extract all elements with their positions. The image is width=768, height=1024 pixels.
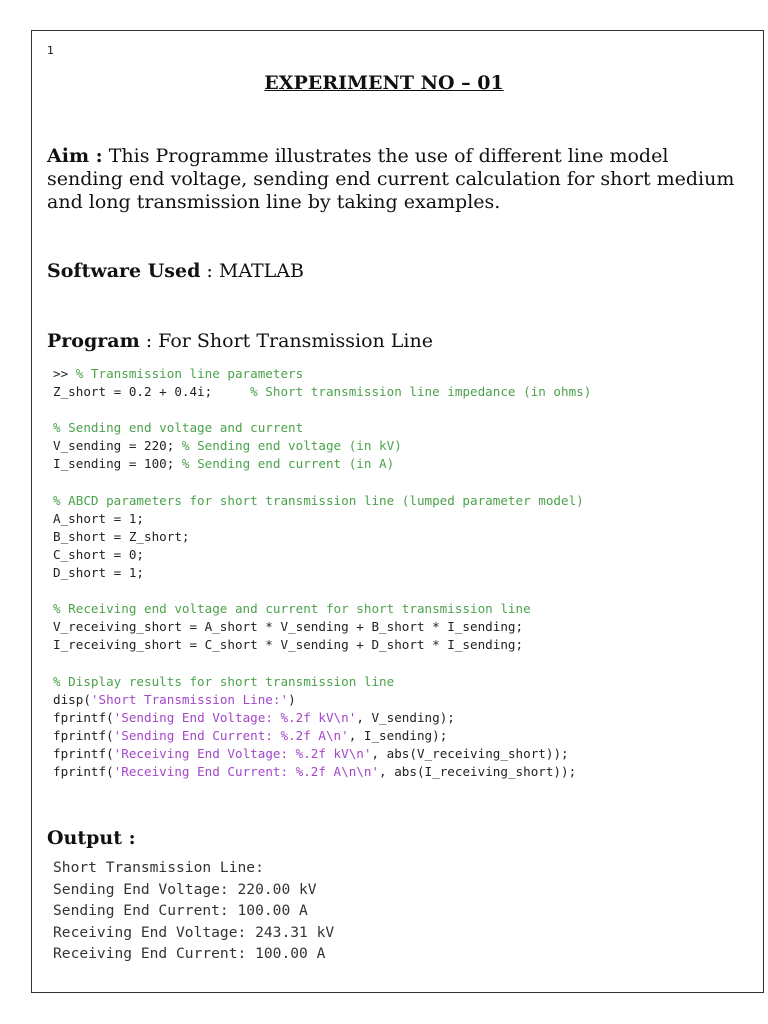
output-label: Output : [47,827,136,849]
output-line-5: Receiving End Current: 100.00 A [53,945,326,963]
output-line-3: Sending End Current: 100.00 A [53,902,308,920]
code-string: 'Receiving End Voltage: %.2f kV\n' [113,745,372,761]
code-text: A_short = 1; [53,510,144,526]
code-line [53,727,591,745]
code-line [53,455,591,473]
code-line [53,383,591,401]
code-text: fprintf( [53,709,114,725]
code-line [53,655,591,673]
code-text: , abs(V_receiving_short)); [371,745,569,761]
code-line [53,673,591,691]
aim-paragraph [47,145,747,214]
code-line [53,709,591,727]
code-text: >> [53,366,76,381]
program-sep: : [139,330,159,352]
code-comment: % Sending end voltage (in kV) [181,438,402,454]
code-line [53,582,591,600]
code-text: , V_sending); [356,709,455,725]
output-line-2: Sending End Voltage: 220.00 kV [53,880,317,898]
code-line [53,401,591,419]
code-text: V_sending = 220; [53,438,182,454]
code-comment: % Display results for short transmission line [53,673,395,689]
code-comment: % Sending end voltage and current [53,420,304,436]
code-line [53,492,591,510]
code-block [53,365,591,781]
program-line [47,330,433,352]
code-string: 'Sending End Voltage: %.2f kV\n' [113,709,357,725]
program-label: Program [47,330,140,352]
code-line [53,745,591,763]
code-comment: % Sending end current (in A) [181,456,395,472]
code-line [53,600,591,618]
code-text: fprintf( [53,745,114,761]
code-text: Z_short = 0.2 + 0.4i; [53,384,251,400]
code-comment: % ABCD parameters for short transmission line (lumped parameter model) [53,492,584,508]
code-text: D_short = 1; [53,565,144,581]
code-line [53,437,591,455]
code-string: 'Sending End Current: %.2f A\n' [113,727,349,743]
code-string: 'Short Transmission Line:' [90,691,289,707]
code-text: C_short = 0; [53,546,144,562]
aim-label: Aim : [47,145,103,167]
code-text: B_short = Z_short; [53,528,190,544]
program-value: For Short Transmission Line [158,330,433,352]
code-text: , abs(I_receiving_short)); [379,764,577,780]
code-text: ) [288,691,296,707]
code-line [53,636,591,654]
code-line [53,691,591,709]
page-number: 1 [47,44,54,57]
software-used-line [47,260,304,282]
code-line [53,546,591,564]
page-title: EXPERIMENT NO – 01 [264,72,504,94]
code-line [53,474,591,492]
code-line [53,564,591,582]
software-used-label: Software Used [47,260,201,282]
code-line [53,510,591,528]
code-text: fprintf( [53,727,114,743]
output-line-1: Short Transmission Line: [53,859,264,876]
software-used-value: MATLAB [218,260,304,282]
code-line [53,419,591,437]
code-comment: % Receiving end voltage and current for short transmission line [53,601,531,617]
output-line-4: Receiving End Voltage: 243.31 kV [53,923,335,941]
code-line [53,763,591,781]
software-used-sep: : [200,260,219,282]
output-block [53,857,334,965]
code-comment: % Short transmission line impedance (in ohms) [250,384,592,400]
code-text: I_receiving_short = C_short * V_sending + D_short * I_sending; [53,637,524,653]
code-text: I_sending = 100; [53,456,182,472]
code-line [53,618,591,636]
code-line [53,365,591,383]
code-line [53,528,591,546]
code-text: , I_sending); [348,727,448,743]
code-text: fprintf( [53,764,114,780]
code-string: 'Receiving End Current: %.2f A\n\n' [113,764,380,780]
code-text: disp( [53,691,91,707]
code-comment: % Transmission line parameters [75,366,304,381]
code-text: V_receiving_short = A_short * V_sending + B_short * I_sending; [53,619,524,635]
aim-text: This Programme illustrates the use of different line model sending end voltage, sending end current calculation for short medium and long transmission line by taking examples. [47,145,735,213]
output-line [47,827,136,849]
